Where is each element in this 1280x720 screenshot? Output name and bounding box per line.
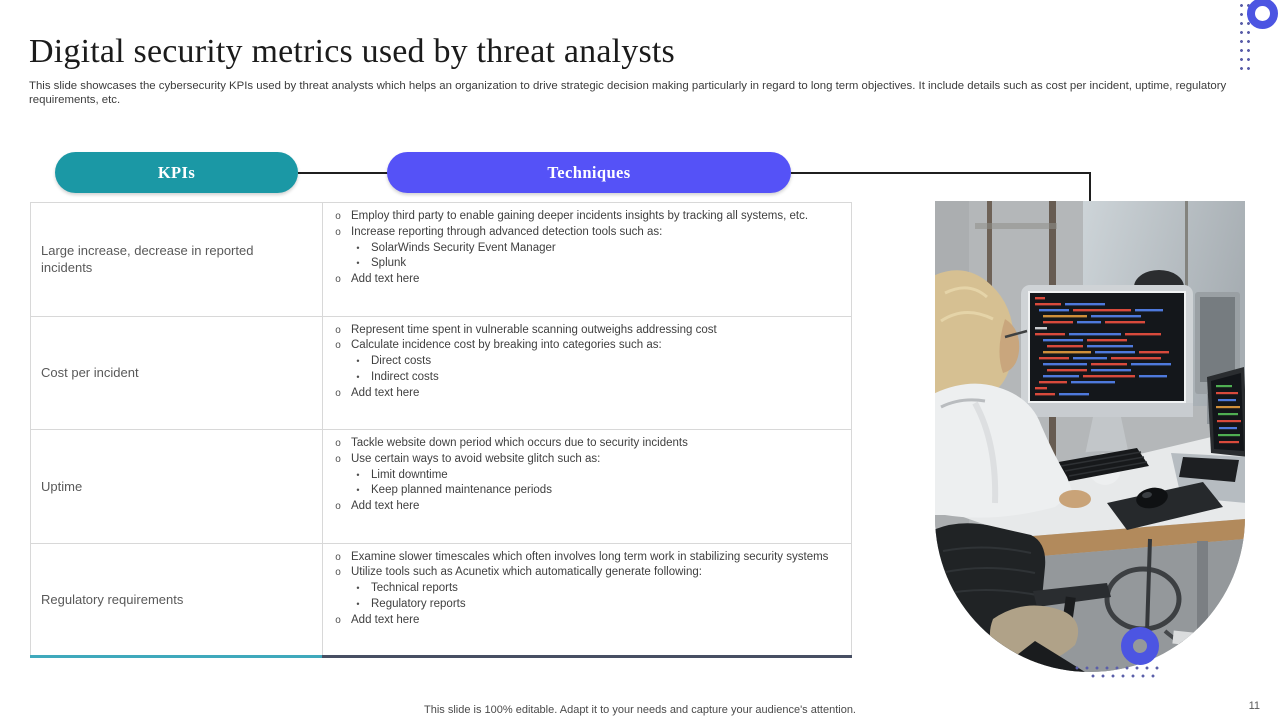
bullet-marker: • <box>356 242 360 253</box>
bullet-text: Add text here <box>351 500 420 513</box>
techniques-cell <box>322 430 852 543</box>
analyst-photo <box>935 201 1245 672</box>
bullet-item <box>353 483 841 499</box>
techniques-cell <box>322 544 852 657</box>
bullet-marker: o <box>335 324 341 336</box>
page-title: Digital security metrics used by threat analysts <box>29 33 675 70</box>
bullet-text: Regulatory reports <box>371 597 466 610</box>
bullet-item <box>333 386 841 402</box>
bullet-marker: • <box>356 371 360 382</box>
kpi-label: Regulatory requirements <box>41 592 184 608</box>
bullet-item <box>333 613 841 629</box>
kpi-cell <box>30 544 322 657</box>
bullet-text: Tackle website down period which occurs due to security incidents <box>351 437 688 449</box>
techniques-cell <box>322 317 852 430</box>
kpi-column-accent-border <box>30 655 322 658</box>
bullet-marker: • <box>356 258 360 269</box>
bullet-marker: • <box>356 485 360 496</box>
bullet-text: Add text here <box>351 613 420 626</box>
bullet-item <box>353 256 841 272</box>
bullet-item <box>333 550 841 566</box>
kpi-label: Large increase, decrease in reported incidents <box>41 243 254 276</box>
page-number: 11 <box>1248 700 1260 712</box>
bullet-text: Represent time spent in vulnerable scanning outweighs addressing cost <box>351 323 717 336</box>
connector-line <box>1089 172 1091 202</box>
bullet-text: Limit downtime <box>371 468 448 481</box>
kpi-cell <box>30 317 322 430</box>
bullet-marker: o <box>335 551 341 563</box>
bullet-item <box>333 209 841 225</box>
bullet-text: Use certain ways to avoid website glitch such as: <box>351 452 601 465</box>
bullet-item <box>353 354 841 370</box>
bullet-marker: o <box>335 387 341 399</box>
bullet-item <box>333 272 841 288</box>
bullet-marker: • <box>356 598 360 609</box>
bullet-marker: o <box>335 438 341 449</box>
kpi-label: Uptime <box>41 478 83 494</box>
kpi-label: Cost per incident <box>41 365 139 381</box>
bullet-text: Add text here <box>351 273 420 286</box>
bullet-marker: o <box>335 211 341 222</box>
bullet-text: Indirect costs <box>371 370 439 383</box>
kpis-pill-button[interactable]: KPIs <box>55 152 298 193</box>
bullet-text: Increase reporting through advanced detection tools such as: <box>351 225 663 238</box>
kpi-cell <box>30 203 322 316</box>
bullet-text: Splunk <box>371 257 407 270</box>
bullet-text: Utilize tools such as Acunetix which automatically generate following: <box>351 566 702 579</box>
techniques-cell <box>322 203 852 316</box>
bullet-marker: o <box>335 340 341 352</box>
bullet-marker: o <box>335 453 341 465</box>
bullet-item <box>333 225 841 241</box>
bullet-item <box>353 581 841 597</box>
footer-note: This slide is 100% editable. Adapt it to your needs and capture your audience's attention. <box>424 704 856 716</box>
bullet-marker: o <box>335 501 341 513</box>
bullet-marker: o <box>335 567 341 579</box>
techniques-pill-button[interactable]: Techniques <box>387 152 791 193</box>
donut-circle-icon <box>1247 0 1278 29</box>
table-row <box>30 317 852 431</box>
bullet-marker: • <box>356 356 360 367</box>
dotted-row-decoration <box>1072 664 1160 671</box>
bullet-item <box>333 499 841 515</box>
bullet-text: Add text here <box>351 386 420 399</box>
bullet-item <box>333 436 841 452</box>
dotted-row-decoration <box>1088 672 1160 679</box>
bullet-item <box>353 370 841 386</box>
bullet-marker: • <box>356 583 360 594</box>
kpi-techniques-table <box>30 202 852 657</box>
bullet-text: Examine slower timescales which often involves long term work in stabilizing security systems <box>351 550 829 563</box>
techniques-column-accent-border <box>322 655 852 658</box>
bullet-marker: o <box>335 226 341 238</box>
bullet-text: Employ third party to enable gaining deeper incidents insights by tracking all systems, etc. <box>351 210 809 222</box>
bullet-item <box>333 338 841 354</box>
bullet-item <box>333 452 841 468</box>
bullet-item <box>353 241 841 257</box>
analyst-photo-illustration <box>935 201 1245 672</box>
table-row <box>30 203 852 317</box>
donut-circle-icon <box>1121 627 1159 665</box>
table-row <box>30 544 852 658</box>
bullet-text: Technical reports <box>371 582 458 595</box>
bullet-text: Calculate incidence cost by breaking into categories such as: <box>351 339 662 352</box>
table-row <box>30 430 852 544</box>
bullet-item <box>353 597 841 613</box>
bullet-marker: o <box>335 614 341 626</box>
bullet-text: Direct costs <box>371 355 432 368</box>
bullet-item <box>333 565 841 581</box>
bullet-item <box>333 323 841 339</box>
slide-subtitle: This slide showcases the cybersecurity KPIs used by threat analysts which helps an organization to drive strategic decision making particularly in regard to long term objectives. It include details such as cost per incident, uptime, regulatory requirements, etc. <box>29 80 1227 106</box>
connector-line <box>298 172 388 174</box>
bullet-text: SolarWinds Security Event Manager <box>371 241 556 254</box>
bullet-item <box>353 468 841 484</box>
bullet-marker: • <box>356 469 360 480</box>
bullet-marker: o <box>335 274 341 286</box>
bullet-text: Keep planned maintenance periods <box>371 484 552 497</box>
connector-line <box>791 172 1091 174</box>
kpi-cell <box>30 430 322 543</box>
